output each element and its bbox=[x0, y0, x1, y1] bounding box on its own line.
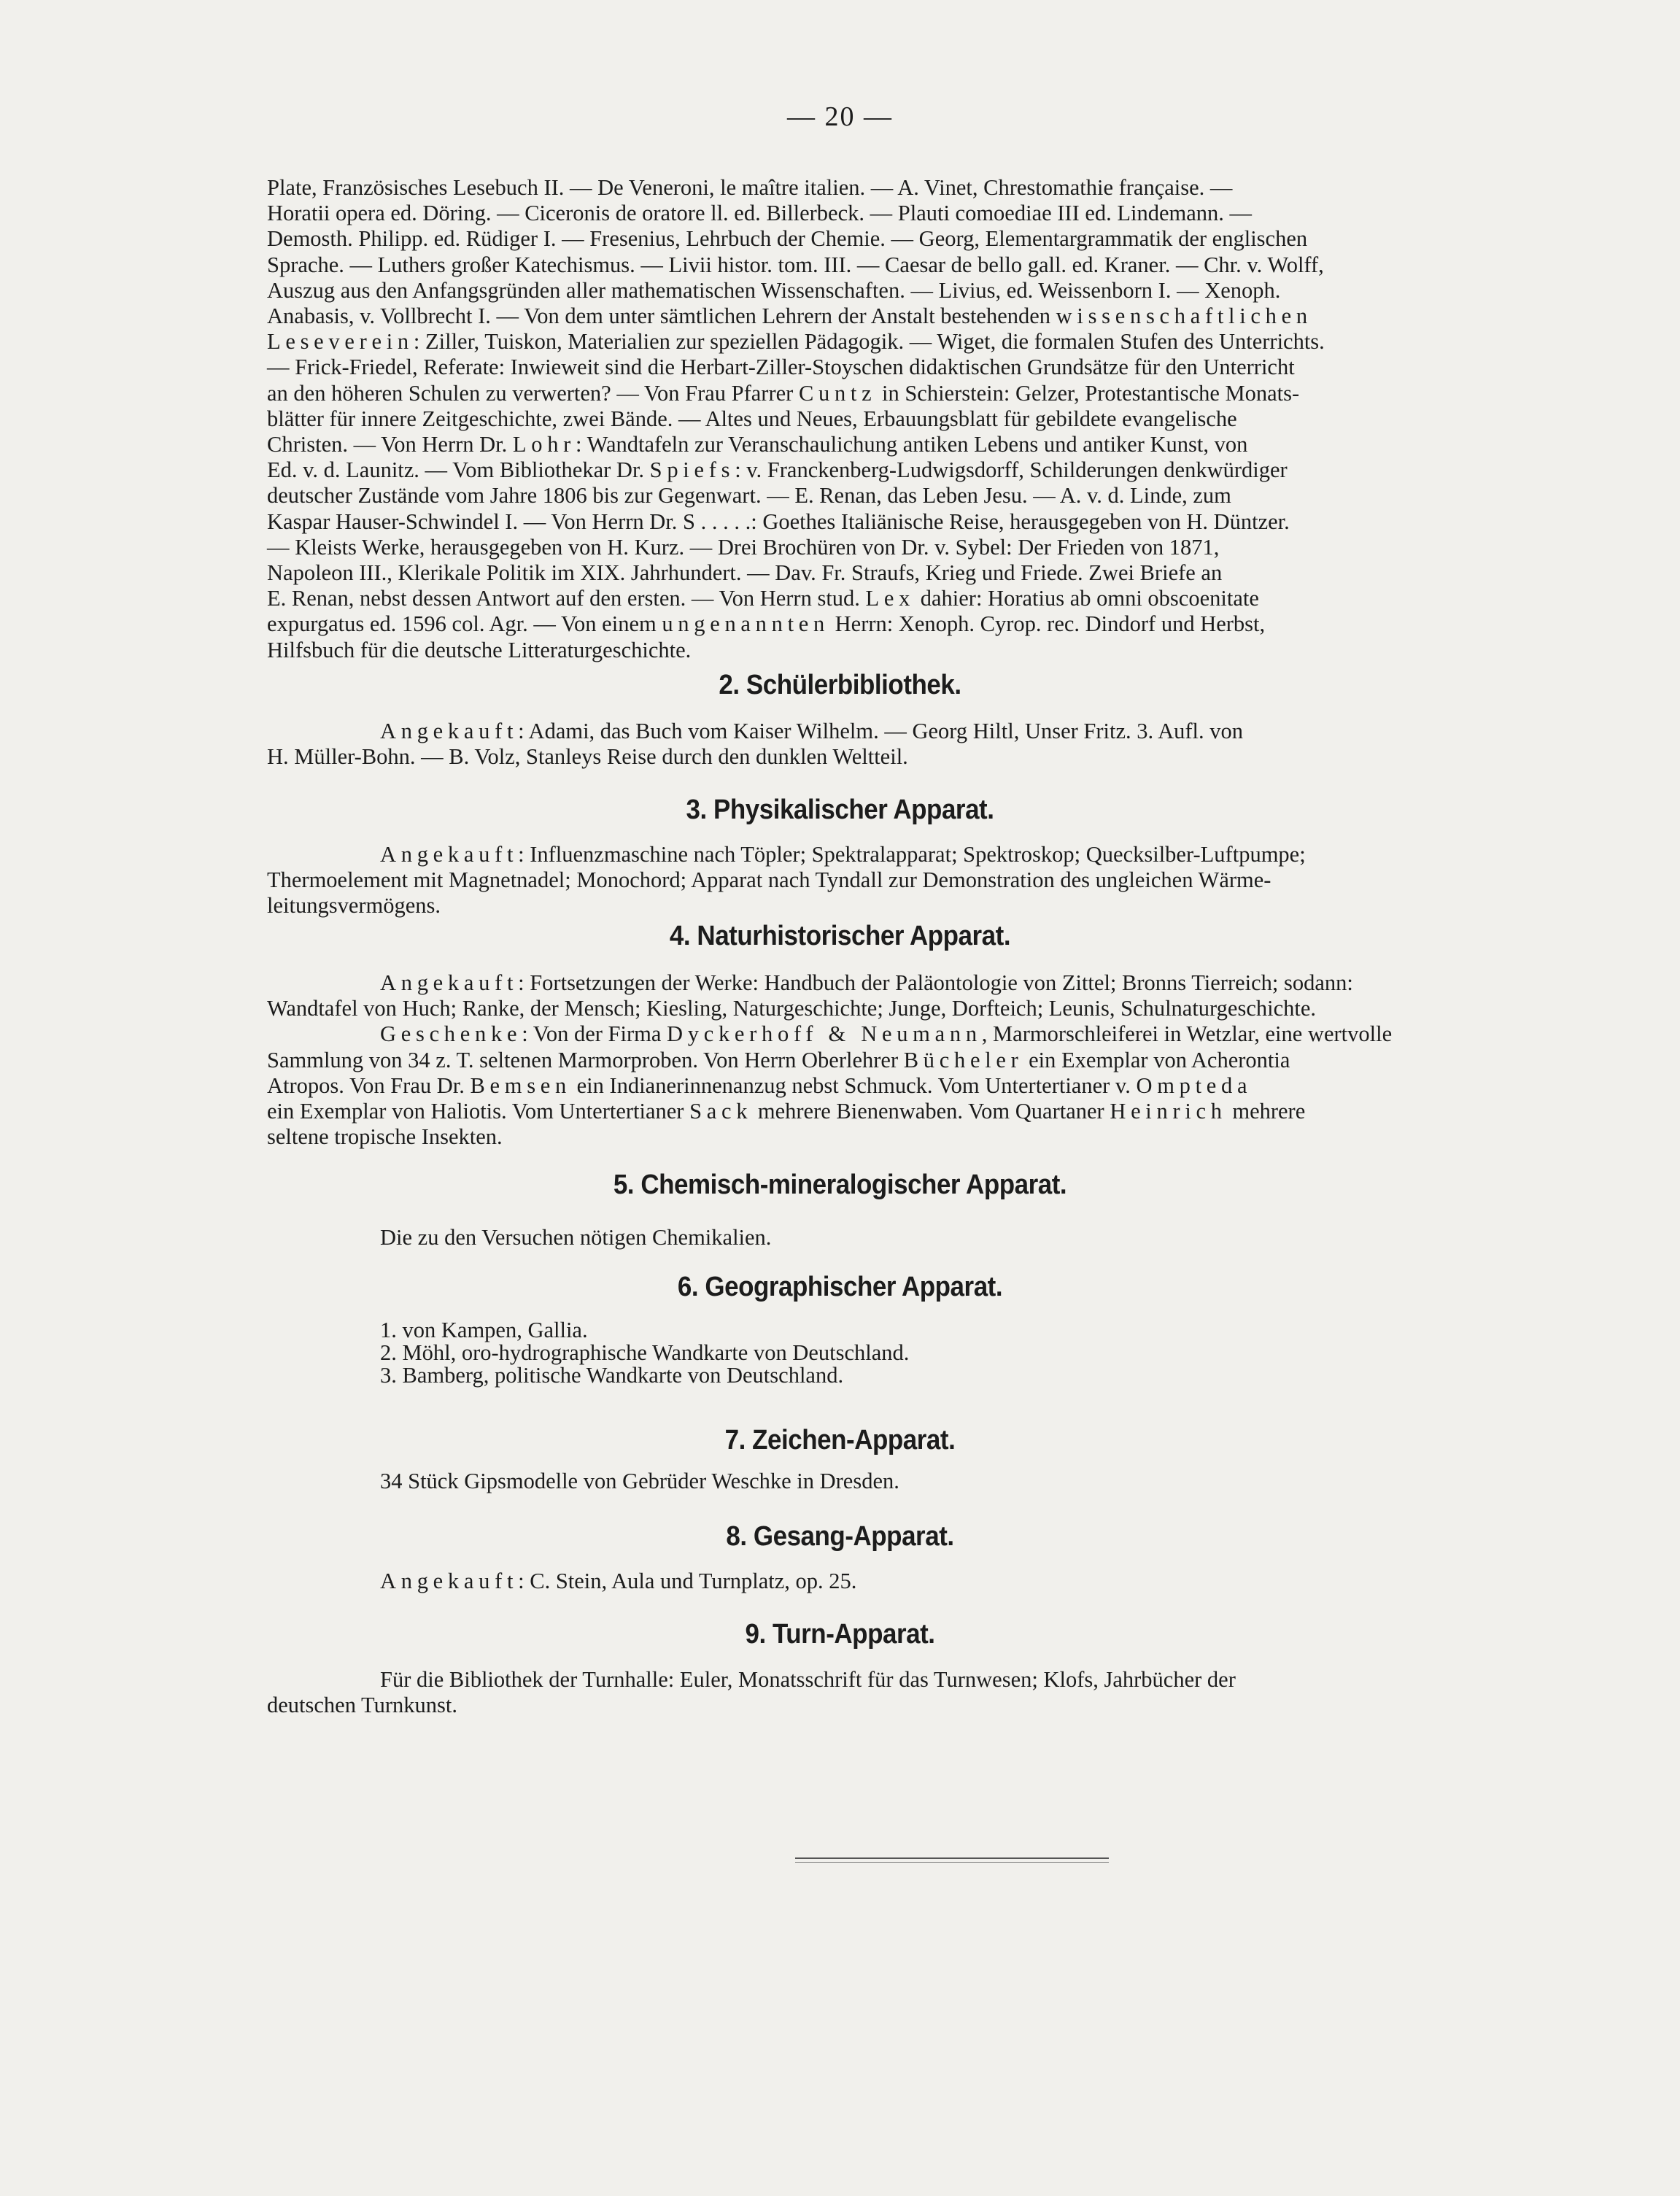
text-line: — Frick-Friedel, Referate: Inwieweit sind die Herbart-Ziller-Stoyschen didaktischen Grundsätze für den Unterricht bbox=[267, 355, 1295, 380]
text-line: 34 Stück Gipsmodelle von Gebrüder Weschke in Dresden. bbox=[380, 1469, 899, 1493]
section-heading-naturhistorischer-apparat: 4. Naturhistorischer Apparat. bbox=[669, 921, 1011, 951]
text-line: Atropos. Von Frau Dr. Bemsen ein Indianerinnenanzug nebst Schmuck. Vom Untertertianer v. Ompteda bbox=[267, 1072, 1253, 1098]
section-heading-turn-apparat: 9. Turn-Apparat. bbox=[745, 1619, 935, 1650]
text-line: Sammlung von 34 z. T. seltenen Marmorproben. Von Herrn Oberlehrer Bücheler ein Exemplar von Acherontia bbox=[267, 1047, 1290, 1072]
text-line: Geschenke: Von der Firma Dyckerhoff & Neumann, Marmorschleiferei in Wetzlar, eine wertvolle bbox=[380, 1021, 1393, 1047]
section-heading-chemisch-mineralogischer-apparat: 5. Chemisch-mineralogischer Apparat. bbox=[613, 1169, 1067, 1200]
text-line: Angekauft: Adami, das Buch vom Kaiser Wilhelm. — Georg Hiltl, Unser Fritz. 3. Aufl. von bbox=[380, 719, 1243, 743]
section-body-schuelerbibliothek bbox=[267, 719, 1603, 770]
text-line: ein Exemplar von Haliotis. Vom Untertertianer Sack mehrere Bienenwaben. Vom Quartaner Heinrich mehrere bbox=[267, 1099, 1306, 1124]
text-line: Kaspar Hauser-Schwindel I. — Von Herrn Dr. S . . . . .: Goethes Italiänische Reise, herausgegeben von H. Düntzer. bbox=[267, 509, 1290, 534]
text-line: Leseverein: Ziller, Tuiskon, Materialien zur speziellen Pädagogik. — Wiget, die formalen Stufen des Unterrichts. bbox=[267, 329, 1325, 355]
section-body-chemisch-mineralogischer-apparat bbox=[267, 1225, 1603, 1250]
page-number: — 20 — bbox=[787, 101, 893, 132]
list-item: 2. Möhl, oro-hydrographische Wandkarte von Deutschland. bbox=[380, 1340, 910, 1365]
text-line: seltene tropische Insekten. bbox=[267, 1124, 503, 1150]
section-body-physikalischer-apparat bbox=[267, 842, 1603, 919]
section-heading-zeichen-apparat: 7. Zeichen-Apparat. bbox=[724, 1425, 956, 1455]
text-line: Angekauft: Fortsetzungen der Werke: Handbuch der Paläontologie von Zittel; Bronns Tierreich; sodann: bbox=[380, 970, 1353, 995]
text-line: — Kleists Werke, herausgegeben von H. Kurz. — Drei Brochüren von Dr. v. Sybel: Der Frieden von 1871, bbox=[267, 534, 1220, 560]
text-line: an den höheren Schulen zu verwerten? — Von Frau Pfarrer Cuntz in Schierstein: Gelzer, Protestantische Monats- bbox=[267, 380, 1300, 406]
text-line: Die zu den Versuchen nötigen Chemikalien. bbox=[380, 1225, 772, 1250]
text-line: deutschen Turnkunst. bbox=[267, 1693, 457, 1718]
text-line: Hilfsbuch für die deutsche Litteraturgeschichte. bbox=[267, 637, 692, 662]
section-heading-physikalischer-apparat: 3. Physikalischer Apparat. bbox=[686, 794, 994, 825]
text-line: Demosth. Philipp. ed. Rüdiger I. — Fresenius, Lehrbuch der Chemie. — Georg, Elementargrammatik der englischen bbox=[267, 226, 1308, 252]
text-line: Auszug aus den Anfangsgründen aller mathematischen Wissenschaften. — Livius, ed. Weissenborn I. — Xenoph. bbox=[267, 277, 1281, 303]
list-item: 1. von Kampen, Gallia. bbox=[380, 1318, 588, 1342]
text-line: deutscher Zustände vom Jahre 1806 bis zur Gegenwart. — E. Renan, das Leben Jesu. — A. v. d. Linde, zum bbox=[267, 483, 1231, 509]
section-heading-gesang-apparat: 8. Gesang-Apparat. bbox=[726, 1521, 954, 1552]
section-body-zeichen-apparat bbox=[267, 1469, 1603, 1494]
text-line: Angekauft: Influenzmaschine nach Töpler; Spektralapparat; Spektroskop; Quecksilber-Luftpumpe; bbox=[380, 842, 1306, 867]
text-line: Angekauft: C. Stein, Aula und Turnplatz, op. 25. bbox=[380, 1569, 857, 1593]
section-body-gesang-apparat bbox=[267, 1569, 1603, 1594]
section-body-geographischer-apparat bbox=[267, 1319, 1603, 1387]
text-line: Wandtafel von Huch; Ranke, der Mensch; Kiesling, Naturgeschichte; Junge, Dorfteich; Leunis, Schulnaturgeschichte. bbox=[267, 996, 1316, 1021]
text-line: E. Renan, nebst dessen Antwort auf den ersten. — Von Herrn stud. Lex dahier: Horatius ab omni obscoenitate bbox=[267, 586, 1259, 611]
text-line: Anabasis, v. Vollbrecht I. — Von dem unter sämtlichen Lehrern der Anstalt bestehenden wissenschaftlichen bbox=[267, 304, 1312, 329]
text-line: Sprache. — Luthers großer Katechismus. — Livii histor. tom. III. — Caesar de bello gall. ed. Kraner. — Chr. v. Wolff, bbox=[267, 252, 1324, 277]
text-line: blätter für innere Zeitgeschichte, zwei Bände. — Altes und Neues, Erbauungsblatt für gebildete evangelische bbox=[267, 406, 1237, 431]
intro-paragraph bbox=[267, 175, 1603, 663]
list-item: 3. Bamberg, politische Wandkarte von Deutschland. bbox=[380, 1363, 844, 1388]
text-line: Napoleon III., Klerikale Politik im XIX. Jahrhundert. — Dav. Fr. Straufs, Krieg und Friede. Zwei Briefe an bbox=[267, 560, 1223, 586]
text-line: leitungsvermögens. bbox=[267, 893, 441, 919]
section-body-naturhistorischer-apparat bbox=[267, 970, 1603, 1150]
section-body-turn-apparat bbox=[267, 1667, 1603, 1718]
text-line: Plate, Französisches Lesebuch II. — De Veneroni, le maître italien. — A. Vinet, Chrestomathie française. — bbox=[267, 175, 1233, 200]
text-line: Ed. v. d. Launitz. — Vom Bibliothekar Dr. Spiefs: v. Franckenberg-Ludwigsdorff, Schilderungen denkwürdiger bbox=[267, 457, 1288, 483]
section-heading-geographischer-apparat: 6. Geographischer Apparat. bbox=[677, 1272, 1003, 1302]
text-line: expurgatus ed. 1596 col. Agr. — Von einem ungenannten Herrn: Xenoph. Cyrop. rec. Dindorf und Herbst, bbox=[267, 611, 1266, 637]
text-line: H. Müller-Bohn. — B. Volz, Stanleys Reise durch den dunklen Weltteil. bbox=[267, 744, 908, 770]
closing-divider bbox=[795, 1857, 1109, 1859]
text-line: Thermoelement mit Magnetnadel; Monochord; Apparat nach Tyndall zur Demonstration des ungleichen Wärme- bbox=[267, 867, 1271, 893]
text-line: Horatii opera ed. Döring. — Ciceronis de oratore ll. ed. Billerbeck. — Plauti comoediae III ed. Lindemann. — bbox=[267, 201, 1253, 226]
text-line: Christen. — Von Herrn Dr. Lohr: Wandtafeln zur Veranschaulichung antiken Lebens und antiker Kunst, von bbox=[267, 432, 1248, 457]
text-line: Für die Bibliothek der Turnhalle: Euler, Monatsschrift für das Turnwesen; Klofs, Jahrbücher der bbox=[380, 1667, 1236, 1692]
section-heading-schuelerbibliothek: 2. Schülerbibliothek. bbox=[719, 670, 961, 700]
geographic-list bbox=[267, 1319, 1603, 1387]
closing-divider-secondary bbox=[795, 1862, 1109, 1863]
